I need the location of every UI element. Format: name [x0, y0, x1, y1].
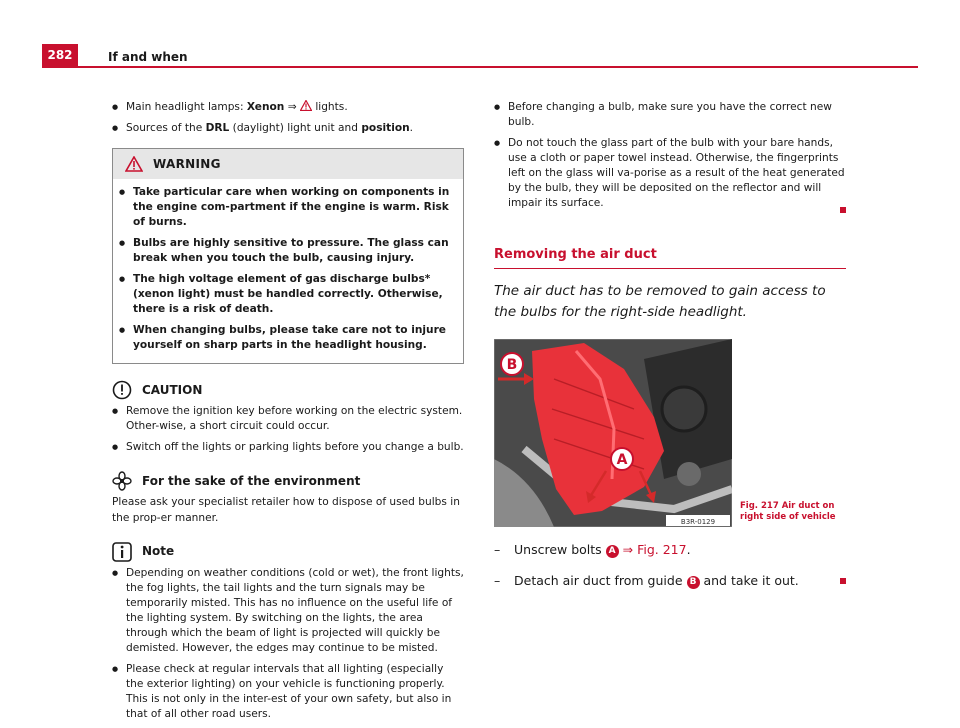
- step-item: [494, 572, 846, 590]
- caution-header: [112, 380, 464, 400]
- air-duct-photo: [494, 339, 732, 527]
- figure: [494, 339, 846, 527]
- figure-reference-link[interactable]: ⇒ Fig. 217: [618, 541, 687, 557]
- right-column: [494, 100, 846, 590]
- note-item: ● Please check at regular intervals that all lighting (especially the exterior lighting) on your vehicle is functioning properly. This is not only in the inter-est of your own safety, but also in that of all other road users.: [112, 662, 464, 722]
- step-item: [494, 541, 846, 559]
- text-span: Sources of the: [126, 122, 206, 135]
- section-end-marker: [840, 578, 846, 584]
- warning-item: ● The high voltage element of gas discharge bulbs* (xenon light) must be handled correctly. Otherwise, there is a risk of death.: [119, 272, 457, 317]
- list-item: [494, 136, 846, 211]
- header-title: If and when: [108, 50, 188, 64]
- text-span: lights.: [311, 101, 348, 113]
- warning-box: [112, 148, 464, 364]
- step-dash: –: [494, 573, 501, 589]
- warning-header: [113, 149, 463, 179]
- left-column: [112, 100, 464, 728]
- section-title: Removing the air duct: [494, 246, 846, 268]
- figure-caption: [740, 501, 850, 523]
- note-header: [112, 542, 464, 562]
- text-bold: position: [361, 122, 410, 135]
- info-icon: [112, 542, 132, 562]
- page-number: 282: [42, 44, 78, 68]
- caution-icon: [112, 380, 132, 400]
- label-badge-b: B: [687, 576, 700, 589]
- warning-title: WARNING: [153, 156, 221, 171]
- list-item: [112, 121, 464, 136]
- warning-item: ● When changing bulbs, please take care not to injure yourself on sharp parts in the headlight housing.: [119, 323, 457, 353]
- header-rule: [42, 66, 918, 68]
- warning-triangle-icon: [300, 100, 312, 111]
- figure-caption-line: Fig. 217 Air duct on: [740, 500, 835, 511]
- section-intro: The air duct has to be removed to gain access to the bulbs for the right-side headlight.: [494, 282, 826, 320]
- note-item: ● Depending on weather conditions (cold or wet), the front lights, the fog lights, the tail lights and the turn signals may be temporarily misted. This has no influence on the useful life of the lighting system. By switching on the lights, the area through which the beam of light is projected will quickly be demisted. However, the edges may continue to be misted.: [112, 566, 464, 656]
- list-item-text: Do not touch the glass part of the bulb with your bare hands, use a cloth or paper towel instead. Otherwise, the fingerprints left on the glass will va-porise as a result of the heat generated by the bulb, they will be deposited on the reflector and will impair its surface.: [508, 137, 845, 210]
- figure-code: B3R-0129: [680, 517, 716, 526]
- warning-item: ● Take particular care when working on components in the engine com-partment if the engine is warm. Risk of burns.: [119, 185, 457, 230]
- figure-label-a: A: [616, 451, 628, 468]
- step-dash: –: [494, 541, 501, 557]
- figure-caption-line: right side of vehicle: [740, 511, 836, 522]
- text-span: (daylight) light unit and: [229, 122, 362, 135]
- flower-icon: [112, 471, 132, 491]
- environment-title: For the sake of the environment: [142, 473, 361, 488]
- list-item: ● Before changing a bulb, make sure you have the correct new bulb.: [494, 100, 846, 130]
- warning-body: [113, 179, 463, 363]
- figure-label-b: B: [506, 356, 518, 373]
- step-text: .: [686, 541, 691, 557]
- caution-item: ● Remove the ignition key before working on the electric system. Other-wise, a short circuit could occur.: [112, 404, 464, 434]
- environment-header: [112, 471, 464, 491]
- text-bold: DRL: [205, 122, 230, 135]
- text-span: Main headlight lamps:: [126, 101, 247, 113]
- text-span: ⇒: [284, 101, 300, 113]
- step-text: Unscrew bolts: [514, 541, 606, 557]
- warning-item: ● Bulbs are highly sensitive to pressure. The glass can break when you touch the bulb, causing injury.: [119, 236, 457, 266]
- text-bold: Xenon: [246, 101, 285, 113]
- label-badge-a: A: [606, 545, 619, 558]
- warning-triangle-icon: [125, 156, 143, 172]
- note-title: Note: [142, 544, 175, 559]
- caution-item: ● Switch off the lights or parking lights before you change a bulb.: [112, 440, 464, 455]
- step-text: and take it out.: [699, 573, 799, 589]
- environment-text: Please ask your specialist retailer how to dispose of used bulbs in the prop-er manner.: [112, 496, 460, 524]
- page-header: [42, 44, 918, 68]
- step-text: Detach air duct from guide: [514, 573, 687, 589]
- caution-title: CAUTION: [142, 382, 203, 397]
- text-span: .: [409, 122, 414, 135]
- list-item: [112, 100, 464, 115]
